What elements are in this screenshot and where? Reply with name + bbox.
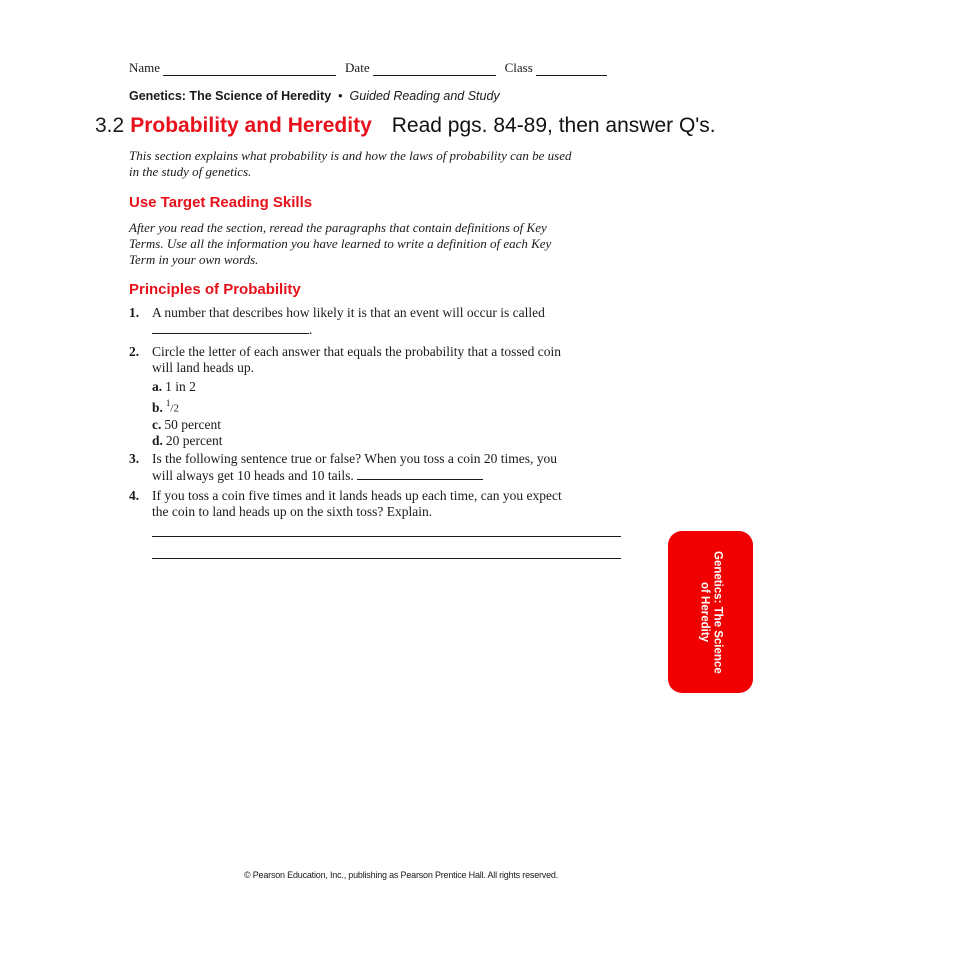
reading-note: Read pgs. 84-89, then answer Q's. (391, 114, 716, 137)
option-letter: d. (152, 432, 163, 448)
date-field[interactable] (373, 63, 496, 76)
answer-line-1[interactable] (152, 536, 621, 537)
answer-blank[interactable] (357, 467, 483, 480)
skills-instructions: After you read the section, reread the paragraphs that contain definitions of Key Terms. Use all the information you have learned to write a definition of each Key Term in your own words. (129, 220, 552, 267)
question-end: . (309, 322, 313, 337)
answer-options (152, 379, 223, 449)
copyright-footer: © Pearson Education, Inc., publishing as Pearson Prentice Hall. All rights reserved. (244, 870, 559, 880)
fraction-numerator: 1 (165, 398, 171, 408)
worksheet-type: Guided Reading and Study (349, 89, 500, 103)
chapter-side-tab (668, 531, 753, 693)
student-info-row (129, 60, 616, 76)
question-number: 4. (129, 488, 140, 503)
option-d[interactable] (152, 433, 223, 449)
side-tab-label: Genetics: The Science of Heredity (698, 550, 724, 674)
option-letter: c. (152, 416, 162, 432)
principles-heading: Principles of Probability (129, 281, 301, 298)
option-letter: a. (152, 379, 163, 394)
worksheet-subheading (129, 89, 500, 103)
question-text: Is the following sentence true or false? When you toss a coin 20 times, you will always get 10 heads and 10 tails. (152, 451, 558, 483)
section-number: 3.2 (95, 114, 125, 137)
answer-line-2[interactable] (152, 558, 621, 559)
question-text: If you toss a coin five times and it lands heads up each time, can you expect the coin to land heads up on the sixth toss? Explain. (152, 488, 562, 519)
name-field[interactable] (163, 63, 336, 76)
option-text: 1 in 2 (165, 379, 196, 394)
bullet-separator: • (338, 89, 343, 103)
class-field[interactable] (536, 63, 607, 76)
class-label: Class (504, 60, 533, 75)
answer-blank[interactable] (152, 321, 309, 334)
option-a[interactable] (152, 379, 223, 395)
option-text: 50 percent (164, 416, 221, 432)
fraction-denominator: /2 (170, 402, 179, 415)
question-number: 1. (129, 305, 140, 320)
option-letter: b. (152, 399, 163, 415)
name-label: Name (129, 60, 161, 75)
section-intro: This section explains what probability is and how the laws of probability can be used in the study of genetics. (129, 148, 572, 179)
question-text: A number that describes how likely it is that an event will occur is called (152, 305, 545, 320)
question-number: 3. (129, 451, 140, 466)
option-b[interactable] (152, 395, 223, 417)
question-number: 2. (129, 344, 140, 359)
option-text: 20 percent (165, 432, 223, 448)
question-text: Circle the letter of each answer that equals the probability that a tossed coin will land heads up. (152, 344, 561, 375)
section-title: Probability and Heredity (130, 114, 372, 137)
date-label: Date (345, 60, 370, 75)
option-c[interactable] (152, 417, 223, 433)
course-title: Genetics: The Science of Heredity (129, 89, 332, 103)
section-title-row (95, 114, 716, 138)
skills-heading: Use Target Reading Skills (129, 194, 313, 211)
